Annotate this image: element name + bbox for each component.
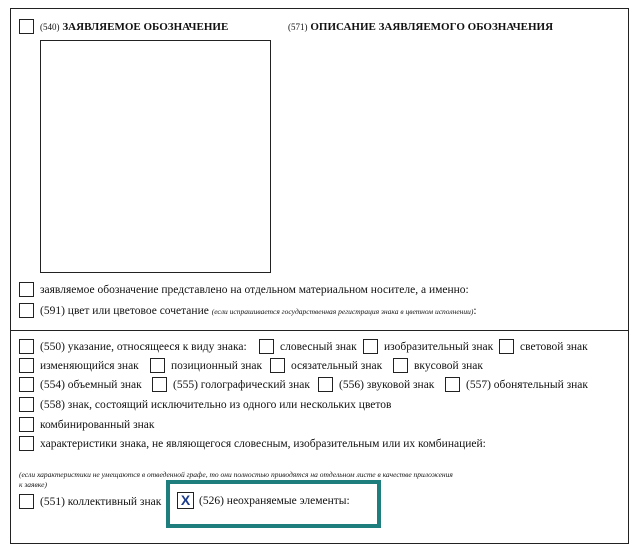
verbal-label: словесный знак [280, 341, 357, 353]
section-571-header [288, 20, 553, 34]
taste-label: вкусовой знак [414, 360, 483, 372]
checkbox-558[interactable] [19, 397, 34, 412]
color-558-label: (558) знак, состоящий исключительно из одного или нескольких цветов [40, 399, 392, 411]
checkbox-positional[interactable] [150, 358, 165, 373]
collective-551-label: (551) коллективный знак [40, 496, 162, 508]
checkbox-material-carrier[interactable] [19, 282, 34, 297]
mark-image-box[interactable] [40, 40, 271, 273]
section-540-header [40, 20, 228, 34]
checkbox-555[interactable] [152, 377, 167, 392]
section-540-code: (540) [40, 22, 60, 32]
combined-label: комбинированный знак [40, 419, 155, 431]
checkbox-changing[interactable] [19, 358, 34, 373]
holo-555-label: (555) голографический знак [173, 379, 310, 391]
checkbox-550[interactable] [19, 339, 34, 354]
kind-550-label: (550) указание, относящееся к виду знака: [40, 341, 247, 353]
checkbox-verbal[interactable] [259, 339, 274, 354]
section-540-title: ЗАЯВЛЯЕМОЕ ОБОЗНАЧЕНИЕ [62, 21, 229, 33]
color-591-label: (591) цвет или цветовое сочетание [40, 305, 209, 317]
figurative-label: изобразительный знак [384, 341, 494, 353]
checkbox-characteristics[interactable] [19, 436, 34, 451]
section-divider [10, 330, 629, 331]
checkbox-556[interactable] [318, 377, 333, 392]
positional-label: позиционный знак [171, 360, 263, 372]
checkbox-combined[interactable] [19, 417, 34, 432]
section-571-code: (571) [288, 22, 308, 32]
checkbox-557[interactable] [445, 377, 460, 392]
footnote-line-1: (если характеристики не умещаются в отведенной графе, то они полностью приводятся на отдельном листе в качестве приложения [19, 470, 453, 479]
checkbox-540[interactable] [19, 19, 34, 34]
smell-557-label: (557) обонятельный знак [466, 379, 588, 391]
tactile-label: осязательный знак [291, 360, 383, 372]
section-571-title: ОПИСАНИЕ ЗАЯВЛЯЕМОГО ОБОЗНАЧЕНИЯ [310, 21, 554, 33]
changing-label: изменяющийся знак [40, 360, 139, 372]
checkbox-tactile[interactable] [270, 358, 285, 373]
checkbox-591[interactable] [19, 303, 34, 318]
checkbox-light[interactable] [499, 339, 514, 354]
checkbox-554[interactable] [19, 377, 34, 392]
volume-554-label: (554) объемный знак [40, 379, 142, 391]
characteristics-label: характеристики знака, не являющегося словесным, изобразительным или их комбинацией: [40, 438, 486, 450]
checkbox-figurative[interactable] [363, 339, 378, 354]
unprotected-526-label: (526) неохраняемые элементы: [199, 495, 350, 507]
color-591-line [40, 304, 477, 319]
color-591-colon: : [473, 305, 477, 317]
checkbox-526[interactable]: X [177, 492, 194, 509]
color-591-note: (если испрашивается государственная регистрация знака в цветном исполнении) [211, 307, 474, 316]
checkbox-taste[interactable] [393, 358, 408, 373]
footnote-line-2: к заявке) [19, 480, 47, 489]
sound-556-label: (556) звуковой знак [339, 379, 435, 391]
material-carrier-label: заявляемое обозначение представлено на отдельном материальном носителе, а именно: [40, 284, 469, 296]
light-label: световой знак [520, 341, 588, 353]
checkbox-551[interactable] [19, 494, 34, 509]
